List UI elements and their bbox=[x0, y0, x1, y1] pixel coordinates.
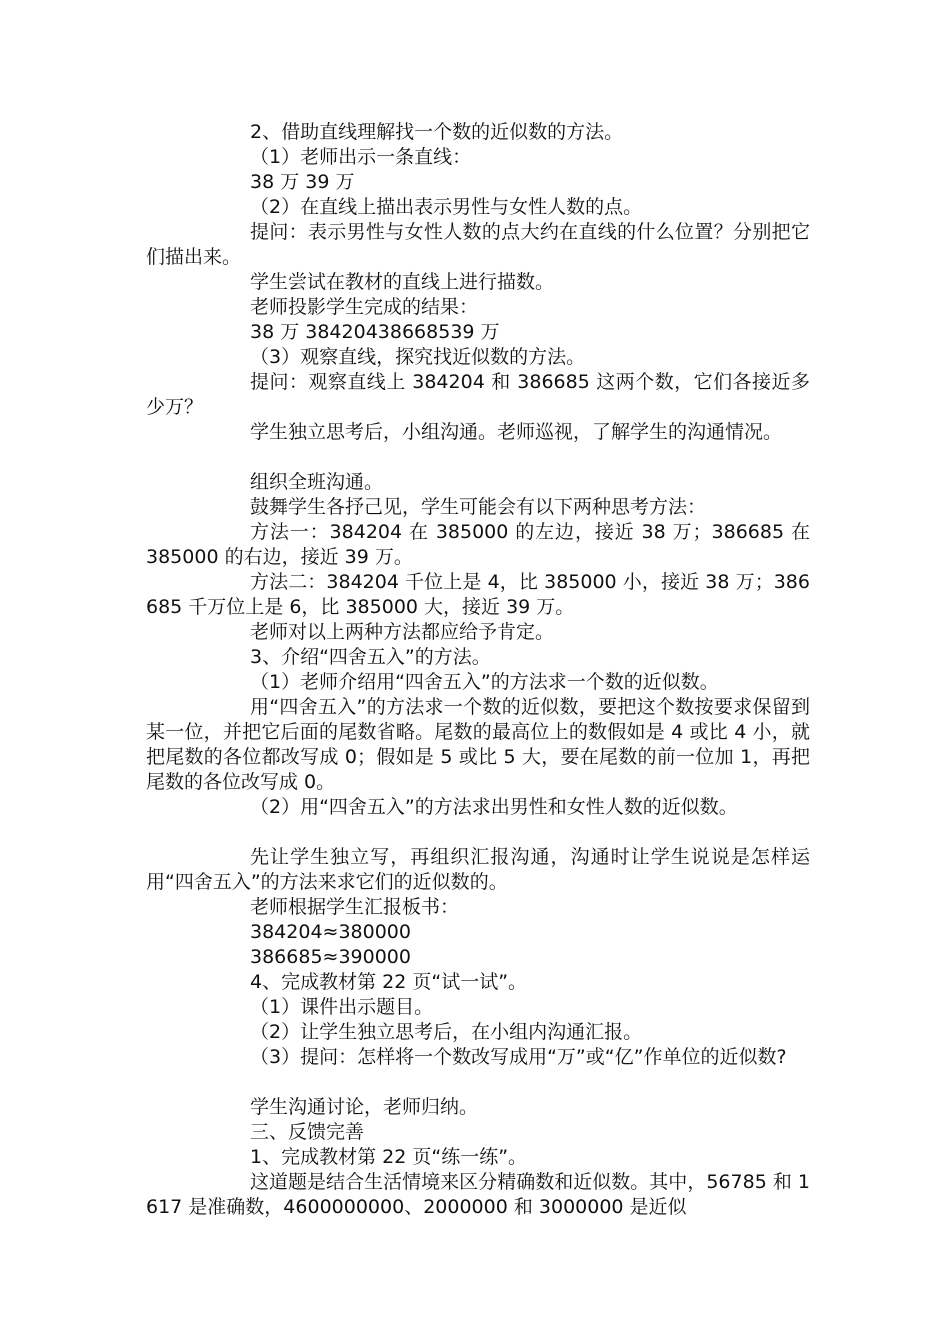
try-step-1: （1）课件出示题目。 bbox=[250, 996, 434, 1018]
number-line-labels: 38 万 39 万 bbox=[250, 171, 355, 193]
step-3-observe-line: （3）观察直线，探究找近似数的方法。 bbox=[250, 346, 586, 368]
section-heading-approximation-line: 2、借助直线理解找一个数的近似数的方法。 bbox=[250, 121, 624, 143]
students-write-report: 先让学生独立写，再组织汇报沟通，沟通时让学生说说是怎样运用“四舍五入”的方法来求它们的近似数的。 bbox=[146, 846, 810, 893]
step-1-introduce-rounding: （1）老师介绍用“四舍五入”的方法求一个数的近似数。 bbox=[250, 671, 719, 693]
step-2-plot-points: （2）在直线上描出表示男性与女性人数的点。 bbox=[250, 196, 643, 218]
section-heading-rounding: 3、介绍“四舍五入”的方法。 bbox=[250, 646, 491, 668]
practice-explanation: 这道题是结合生活情境来区分精确数和近似数。其中，56785 和 1617 是准确数，4600000000、2000000 和 3000000 是近似 bbox=[146, 1171, 810, 1218]
question-nearest-ten-thousand: 提问：观察直线上 384204 和 386685 这两个数，它们各接近多少万？ bbox=[146, 371, 810, 418]
section-heading-try-it: 4、完成教材第 22 页“试一试”。 bbox=[250, 971, 528, 993]
student-group-discussion: 学生独立思考后，小组沟通。老师巡视，了解学生的沟通情况。 bbox=[250, 421, 783, 443]
practice-heading: 1、完成教材第 22 页“练一练”。 bbox=[250, 1146, 528, 1168]
class-discussion: 组织全班沟通。 bbox=[250, 471, 384, 493]
method-two: 方法二：384204 千位上是 4，比 385000 小，接近 38 万；386685 千万位上是 6，比 385000 大，接近 39 万。 bbox=[146, 571, 810, 618]
teacher-board-writing: 老师根据学生汇报板书： bbox=[250, 896, 460, 918]
document-page bbox=[146, 120, 810, 1220]
section-heading-feedback: 三、反馈完善 bbox=[250, 1121, 365, 1143]
rounding-rule-paragraph: 用“四舍五入”的方法求一个数的近似数，要把这个数按要求保留到某一位，并把它后面的尾数省略。尾数的最高位上的数假如是 4 或比 4 小，就把尾数的各位都改写成 0；假如是 5 或比 5 大，要在尾数的前一位加 1，再把尾数的各位改写成 0。 bbox=[146, 696, 810, 793]
approximation-result-1: 384204≈380000 bbox=[250, 921, 411, 943]
try-step-3: （3）提问：怎样将一个数改写成用“万”或“亿”作单位的近似数? bbox=[250, 1046, 787, 1068]
question-point-position: 提问：表示男性与女性人数的点大约在直线的什么位置？分别把它们描出来。 bbox=[146, 221, 810, 268]
step-2-apply-rounding: （2）用“四舍五入”的方法求出男性和女性人数的近似数。 bbox=[250, 796, 738, 818]
encourage-students: 鼓舞学生各抒己见，学生可能会有以下两种思考方法： bbox=[250, 496, 707, 518]
number-line-result: 38 万 38420438668539 万 bbox=[250, 321, 500, 343]
students-discuss-teacher-sums-up: 学生沟通讨论，老师归纳。 bbox=[250, 1096, 479, 1118]
teacher-affirms: 老师对以上两种方法都应给予肯定。 bbox=[250, 621, 555, 643]
method-one: 方法一：384204 在 385000 的左边，接近 38 万；386685 在 385000 的右边，接近 39 万。 bbox=[146, 521, 810, 568]
step-1-show-line: （1）老师出示一条直线： bbox=[250, 146, 472, 168]
teacher-projects-result: 老师投影学生完成的结果： bbox=[250, 296, 479, 318]
approximation-result-2: 386685≈390000 bbox=[250, 946, 411, 968]
try-step-2: （2）让学生独立思考后，在小组内沟通汇报。 bbox=[250, 1021, 643, 1043]
student-plotting: 学生尝试在教材的直线上进行描数。 bbox=[250, 271, 555, 293]
